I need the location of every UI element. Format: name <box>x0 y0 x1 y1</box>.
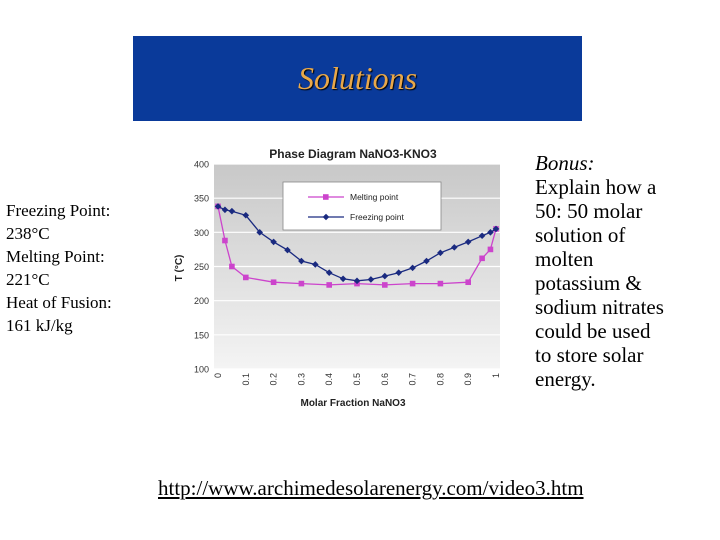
x-tick-label: 1 <box>491 373 501 379</box>
legend-square-marker <box>323 194 329 200</box>
property-line: Melting Point: <box>6 247 105 266</box>
melting-point-marker <box>410 281 416 287</box>
video-link[interactable]: http://www.archimedesolarenergy.com/video3.htm <box>158 476 584 500</box>
y-tick-label: 150 <box>193 330 209 341</box>
x-tick-label: 0.9 <box>463 373 474 386</box>
slide-title: Solutions <box>297 60 418 96</box>
x-tick-label: 0 <box>213 373 223 379</box>
bonus-line: to store solar <box>535 343 644 367</box>
melting-point-marker <box>229 264 235 270</box>
property-line: 238°C <box>6 224 50 243</box>
properties-text <box>6 199 166 337</box>
legend-label: Melting point <box>350 192 399 202</box>
x-tick-label: 0.4 <box>324 373 335 386</box>
title-banner <box>133 36 582 121</box>
x-tick-label: 0.8 <box>435 373 446 386</box>
bonus-line: energy. <box>535 367 596 391</box>
legend-box <box>283 182 441 230</box>
melting-point-marker <box>299 281 305 287</box>
property-line: 161 kJ/kg <box>6 316 73 335</box>
melting-point-marker <box>243 275 249 281</box>
bonus-line: potassium & <box>535 271 642 295</box>
y-axis-label: T (°C) <box>174 254 185 282</box>
melting-point-marker <box>479 256 485 262</box>
melting-point-marker <box>488 247 494 253</box>
y-tick-labels <box>194 160 209 375</box>
y-tick-label: 400 <box>193 159 209 170</box>
y-tick-label: 350 <box>193 193 209 204</box>
bonus-line: sodium nitrates <box>535 295 664 319</box>
legend-label: Freezing point <box>350 212 404 222</box>
melting-point-marker <box>382 282 388 288</box>
bonus-line: 50: 50 molar <box>535 199 643 223</box>
bonus-label: Bonus: <box>535 151 595 175</box>
y-tick-label: 100 <box>193 364 209 375</box>
bonus-line: solution of <box>535 223 626 247</box>
x-tick-label: 0.6 <box>379 373 390 386</box>
bonus-line: molten <box>535 247 594 271</box>
x-tick-label: 0.7 <box>407 373 418 386</box>
y-tick-label: 300 <box>193 227 209 238</box>
x-tick-label: 0.3 <box>296 373 307 386</box>
chart-title: Phase Diagram NaNO3-KNO3 <box>269 147 437 161</box>
melting-point-marker <box>438 281 444 287</box>
phase-diagram-chart <box>168 140 513 415</box>
property-line: Heat of Fusion: <box>6 293 112 312</box>
x-axis-label: Molar Fraction NaNO3 <box>300 398 406 409</box>
bonus-line: Explain how a <box>535 175 657 199</box>
y-tick-label: 200 <box>193 296 209 307</box>
property-line: Freezing Point: <box>6 201 111 220</box>
x-tick-labels <box>213 373 501 386</box>
y-tick-label: 250 <box>193 262 209 272</box>
melting-point-marker <box>326 282 332 288</box>
property-line: 221°C <box>6 270 50 289</box>
bonus-text <box>535 151 715 391</box>
melting-point-marker <box>465 279 471 285</box>
melting-point-marker <box>222 238 228 244</box>
x-tick-label: 0.5 <box>352 373 362 386</box>
bonus-line: could be used <box>535 319 651 343</box>
legend <box>283 182 441 230</box>
x-tick-label: 0.2 <box>268 373 279 386</box>
x-tick-label: 0.1 <box>240 373 251 386</box>
melting-point-marker <box>271 279 277 285</box>
